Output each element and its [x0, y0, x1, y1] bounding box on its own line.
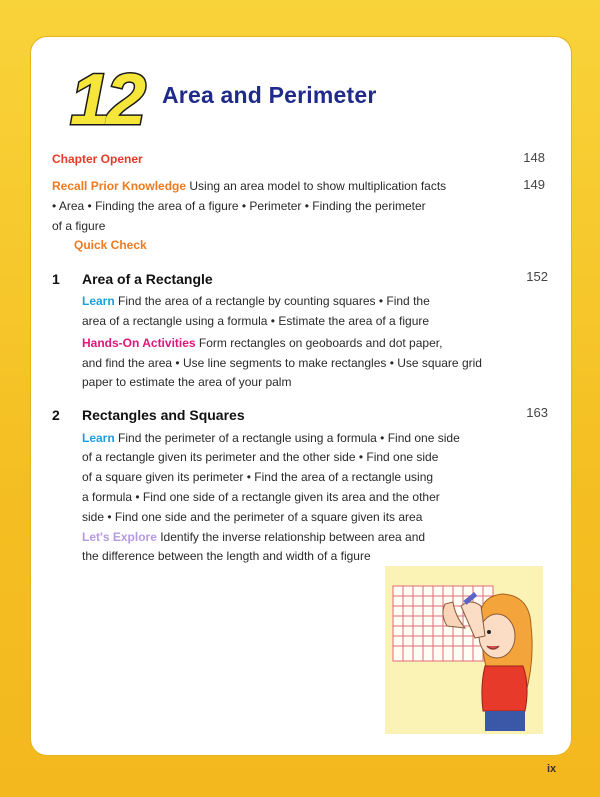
lesson-2-learn-text-4: a formula • Find one side of a rectangle given its area and the other [82, 490, 440, 504]
lesson-2-learn-line-1 [82, 429, 460, 449]
lesson-1-learn-text-1: Find the area of a rectangle by counting squares • Find the [114, 294, 430, 308]
opener-label[interactable]: Chapter Opener [52, 152, 143, 166]
lesson-1-page: 152 [526, 269, 548, 284]
chapter-title: Area and Perimeter [162, 82, 377, 108]
lesson-1-learn-label[interactable]: Learn [82, 294, 115, 308]
lesson-2-learn-text-5: side • Find one side and the perimeter of a square given its area [82, 510, 423, 524]
lesson-1-title[interactable]: Area of a Rectangle [82, 271, 213, 287]
lesson-2-learn-label[interactable]: Learn [82, 431, 115, 445]
quick-check-label[interactable]: Quick Check [74, 238, 147, 252]
lesson-2-learn-text-2: of a rectangle given its perimeter and the other side • Find one side [82, 450, 439, 464]
lesson-1-hands-text-1: Form rectangles on geoboards and dot paper, [195, 336, 443, 350]
lesson-1-number: 1 [52, 271, 60, 287]
lesson-2-explore-text-2: the difference between the length and width of a figure [82, 549, 371, 563]
lesson-2-learn-text-1: Find the perimeter of a rectangle using a formula • Find one side [114, 431, 460, 445]
lesson-1-hands-text-3: paper to estimate the area of your palm [82, 375, 292, 389]
lesson-1-learn-line-1 [82, 292, 430, 312]
lesson-2-page: 163 [526, 405, 548, 420]
lesson-2-explore-label[interactable]: Let's Explore [82, 530, 157, 544]
lesson-1-hands-label[interactable]: Hands-On Activities [82, 336, 196, 350]
opener-page: 148 [523, 150, 545, 165]
lesson-2-title[interactable]: Rectangles and Squares [82, 407, 245, 423]
recall-text-3: of a figure [52, 219, 106, 233]
chapter-number: 12 [69, 62, 143, 136]
illustration-art [385, 566, 543, 734]
quick-check-row [74, 236, 147, 256]
lesson-1-learn-text-2: area of a rectangle using a formula • Estimate the area of a figure [82, 314, 430, 328]
page-folio: ix [547, 763, 557, 775]
recall-text-2: • Area • Finding the area of a figure • Perimeter • Finding the perimeter [52, 199, 426, 213]
lesson-2-explore-text-1: Identify the inverse relationship between area and [156, 530, 426, 544]
girl-with-grid-illustration [385, 566, 543, 734]
lesson-2-number: 2 [52, 407, 60, 423]
lesson-2-explore-line-1 [82, 528, 425, 548]
chapter-number-badge [58, 62, 154, 136]
recall-line-1 [52, 177, 446, 197]
recall-text-1: Using an area model to show multiplication facts [186, 179, 447, 193]
opener-row [52, 150, 143, 170]
lesson-1-hands-line-1 [82, 334, 442, 354]
recall-page: 149 [523, 177, 545, 192]
recall-label[interactable]: Recall Prior Knowledge [52, 179, 187, 193]
lesson-2-learn-text-3: of a square given its perimeter • Find the area of a rectangle using [82, 470, 434, 484]
lesson-1-hands-text-2: and find the area • Use line segments to make rectangles • Use square grid [82, 356, 482, 370]
